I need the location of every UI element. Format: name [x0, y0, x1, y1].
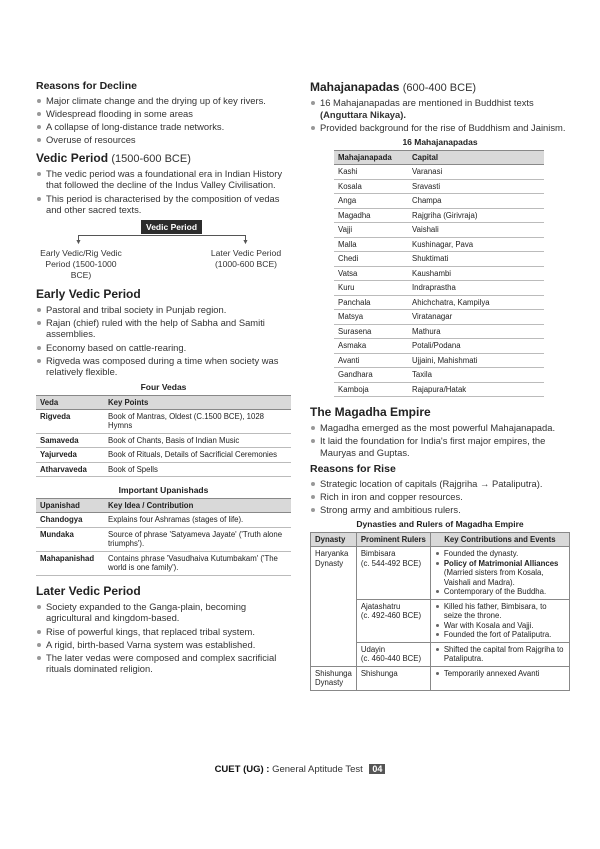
list-item: Rise of powerful kings, that replaced tribal system. — [36, 626, 291, 638]
list-item: The vedic period was a foundational era in Indian History that followed the decline of the Indus Valley Civilisation. — [36, 168, 291, 191]
arrow-down-icon: ▼ — [242, 238, 249, 246]
maha-table — [334, 150, 544, 397]
four-vedas-title: Four Vedas — [140, 381, 187, 392]
list-item: The later vedas were composed and complex sacrificial rituals dominated religion. — [36, 652, 291, 675]
vedic-list — [36, 168, 291, 216]
table-row: Asmaka Potali/Podana — [334, 339, 544, 354]
table-header: Dynasty — [311, 533, 357, 547]
later-heading: Later Vedic Period — [36, 583, 141, 598]
early-heading: Early Vedic Period — [36, 286, 141, 301]
table-header: Mahajanapada — [334, 151, 408, 165]
table-row: Mahapanishad Contains phrase 'Vasudhaiva Kutumbakam' ('The world is one family'). — [36, 551, 291, 575]
upanishads-title: Important Upanishads — [118, 485, 209, 496]
flow-left-node: Early Vedic/Rig Vedic Period (1500-1000 BCE) — [40, 247, 122, 280]
table-row: Gandhara Taxila — [334, 368, 544, 383]
table-header: Capital — [408, 151, 544, 165]
table-row: Magadha Rajgriha (Girivraja) — [334, 208, 544, 223]
table-header: Upanishad — [36, 499, 104, 513]
table-row: Surasena Mathura — [334, 324, 544, 339]
maha-list — [310, 97, 570, 133]
list-item: This period is characterised by the composition of vedas and other sacred texts. — [36, 193, 291, 216]
list-item: Society expanded to the Ganga-plain, becoming agricultural and kingdom-based. — [36, 601, 291, 624]
flow-root-box: Vedic Period — [141, 220, 202, 234]
upanishads-table — [36, 498, 291, 576]
list-item: Strong army and ambitious rulers. — [310, 504, 570, 516]
rise-list — [310, 478, 570, 516]
table-row: Rigveda Book of Mantras, Oldest (C.1500 BCE), 1028 Hymns — [36, 409, 291, 433]
table-row: Malla Kushinagar, Pava — [334, 237, 544, 252]
table-row: Haryanka Dynasty Bimbisara (c. 544-492 BCE) Founded the dynasty. Policy of Matrimonial Alliances (Married sisters from Kosala, Vaishali and Madra). Contemporary of the Buddha. — [311, 547, 570, 600]
table-header: Key Idea / Contribution — [104, 499, 291, 513]
table-row: Shishunga Dynasty Shishunga Temporarily annexed Avanti — [311, 666, 570, 690]
table-row: Chandogya Explains four Ashramas (stages of life). — [36, 513, 291, 528]
list-item: Provided background for the rise of Buddhism and Jainism. — [310, 122, 570, 134]
table-row: Anga Champa — [334, 194, 544, 209]
list-item: Rich in iron and copper resources. — [310, 491, 570, 503]
four-vedas-table — [36, 395, 291, 478]
list-item: A collapse of long-distance trade networks. — [36, 121, 291, 133]
list-item: Economy based on cattle-rearing. — [36, 342, 291, 354]
page-footer: CUET (UG) : General Aptitude Test 04 — [0, 764, 600, 775]
list-item: Widespread flooding in some areas — [36, 108, 291, 120]
early-list — [36, 304, 291, 378]
decline-list — [36, 95, 291, 146]
arrow-down-icon: ▼ — [75, 238, 82, 246]
later-list — [36, 601, 291, 675]
table-row: Kashi Varanasi — [334, 165, 544, 180]
magadha-list — [310, 422, 570, 458]
table-header: Key Points — [104, 395, 291, 409]
table-row: Matsya Viratanagar — [334, 310, 544, 325]
list-item: Strategic location of capitals (Rajgriha → Pataliputra). — [310, 478, 570, 490]
table-header: Veda — [36, 395, 104, 409]
vedic-flow-diagram — [36, 220, 291, 282]
decline-heading: Reasons for Decline — [36, 80, 137, 92]
table-row: Kosala Sravasti — [334, 179, 544, 194]
list-item: A rigid, birth-based Varna system was established. — [36, 639, 291, 651]
maha-table-title: 16 Mahajanapadas — [402, 137, 478, 148]
table-row: Yajurveda Book of Rituals, Details of Sacrificial Ceremonies — [36, 448, 291, 463]
table-row: Kuru Indraprastha — [334, 281, 544, 296]
table-row: Mundaka Source of phrase 'Satyameva Jayate' ('Truth alone triumphs'). — [36, 527, 291, 551]
list-item: It laid the foundation for India's first major empires, the Mauryas and Guptas. — [310, 435, 570, 458]
table-row: Ajatashatru (c. 492-460 BCE) Killed his father, Bimbisara, to seize the throne. War with Kosala and Vajji. Founded the fort of Pataliputra. — [311, 599, 570, 642]
table-row: Chedi Shuktimati — [334, 252, 544, 267]
list-item: Major climate change and the drying up of key rivers. — [36, 95, 291, 107]
dynasties-title: Dynasties and Rulers of Magadha Empire — [356, 519, 524, 530]
table-header: Key Contributions and Events — [430, 533, 569, 547]
left-column — [36, 80, 291, 677]
flow-connector — [78, 235, 246, 236]
table-row: Samaveda Book of Chants, Basis of Indian Music — [36, 433, 291, 448]
table-row: Atharvaveda Book of Spells — [36, 462, 291, 477]
rise-heading: Reasons for Rise — [310, 462, 396, 475]
table-header: Prominent Rulers — [356, 533, 430, 547]
list-item: Rajan (chief) ruled with the help of Sabha and Samiti assemblies. — [36, 317, 291, 340]
maha-heading: Mahajanapadas (600-400 BCE) — [310, 80, 477, 94]
list-item: Rigveda was composed during a time when society was relatively flexible. — [36, 355, 291, 378]
list-item: 16 Mahajanapadas are mentioned in Buddhist texts (Anguttara Nikaya). — [310, 97, 570, 120]
table-row: Udayin (c. 460-440 BCE) Shifted the capital from Rajgriha to Pataliputra. — [311, 642, 570, 666]
vedic-heading: Vedic Period (1500-600 BCE) — [36, 150, 191, 165]
right-column — [310, 80, 570, 691]
table-row: Kamboja Rajapura/Hatak — [334, 382, 544, 397]
flow-right-node: Later Vedic Period (1000-600 BCE) — [210, 247, 282, 269]
list-item: Overuse of resources — [36, 134, 291, 146]
list-item: Magadha emerged as the most powerful Mahajanapada. — [310, 422, 570, 434]
list-item: Pastoral and tribal society in Punjab region. — [36, 304, 291, 316]
table-row: Vajji Vaishali — [334, 223, 544, 238]
table-row: Panchala Ahichchatra, Kampilya — [334, 295, 544, 310]
table-row: Avanti Ujjaini, Mahishmati — [334, 353, 544, 368]
page-number: 04 — [369, 764, 385, 774]
dynasties-table — [310, 532, 570, 691]
magadha-heading: The Magadha Empire — [310, 405, 431, 420]
table-row: Vatsa Kaushambi — [334, 266, 544, 281]
